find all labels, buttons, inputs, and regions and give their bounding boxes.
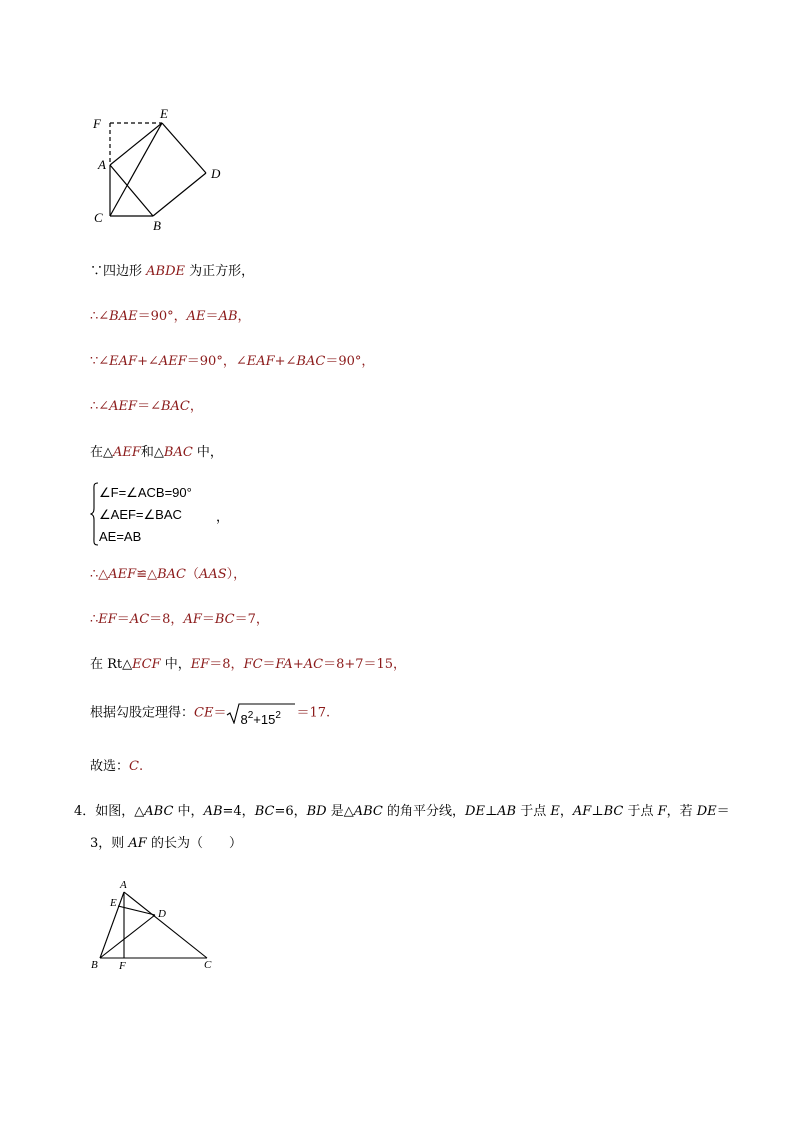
label-e: E <box>160 106 168 121</box>
square-figure <box>85 100 235 240</box>
square-root: $8^2+15^2$ <box>226 702 296 724</box>
condition-2: ∠AEF=∠BAC <box>99 507 182 522</box>
solution-line-8: 在 Rt△ECF 中，EF＝8，FC＝FA+AC＝8+7＝15， <box>90 657 407 672</box>
question-4-line-2: 3，则 AF 的长为（ ） <box>90 836 242 851</box>
solution-line-4: ∴∠AEF＝∠BAC， <box>90 399 203 414</box>
label-a: A <box>120 879 127 891</box>
label-e: E <box>110 897 117 909</box>
brace-comma: ， <box>216 510 230 525</box>
triangle-figure <box>85 874 225 974</box>
label-f: F <box>93 116 101 131</box>
solution-line-2: ∴∠BAE＝90°，AE＝AB， <box>90 309 251 324</box>
segment-db <box>153 173 206 216</box>
label-c: C <box>204 959 212 971</box>
label-b: B <box>91 959 98 971</box>
label-a: A <box>98 157 106 172</box>
label-d: D <box>158 908 166 920</box>
segment-ae <box>110 123 162 165</box>
solution-line-10: 故选：C. <box>90 759 144 774</box>
solution-line-5: 在△AEF和△BAC 中， <box>90 445 223 460</box>
solution-line-9: 根据勾股定理得：CE＝ $8^2+15^2$ ＝17. <box>90 702 330 726</box>
label-c: C <box>94 210 103 225</box>
segment-ab <box>110 165 153 216</box>
question-4-line-1: 4．如图，△ABC 中，AB=4，BC=6，BD 是△ABC 的角平分线，DE⊥AB 于点 E，AF⊥BC 于点 F，若 DE＝ <box>74 804 730 819</box>
segment-ac <box>124 892 207 958</box>
segment-ed <box>162 123 206 173</box>
solution-line-1: ∵四边形 ABDE 为正方形， <box>90 264 255 279</box>
label-d: D <box>211 166 221 181</box>
condition-3: AE=AB <box>99 529 142 544</box>
solution-line-6: ∴△AEF≌△BAC（AAS）， <box>90 567 247 582</box>
label-f: F <box>119 960 126 972</box>
question-4 <box>74 799 734 857</box>
label-b: B <box>153 218 161 233</box>
solution-line-3: ∵∠EAF+∠AEF＝90°，∠EAF+∠BAC＝90°， <box>90 354 375 369</box>
condition-1: ∠F=∠ACB=90° <box>99 485 192 500</box>
solution-line-7: ∴EF＝AC＝8，AF＝BC＝7， <box>90 612 269 627</box>
segment-ce <box>110 123 162 216</box>
